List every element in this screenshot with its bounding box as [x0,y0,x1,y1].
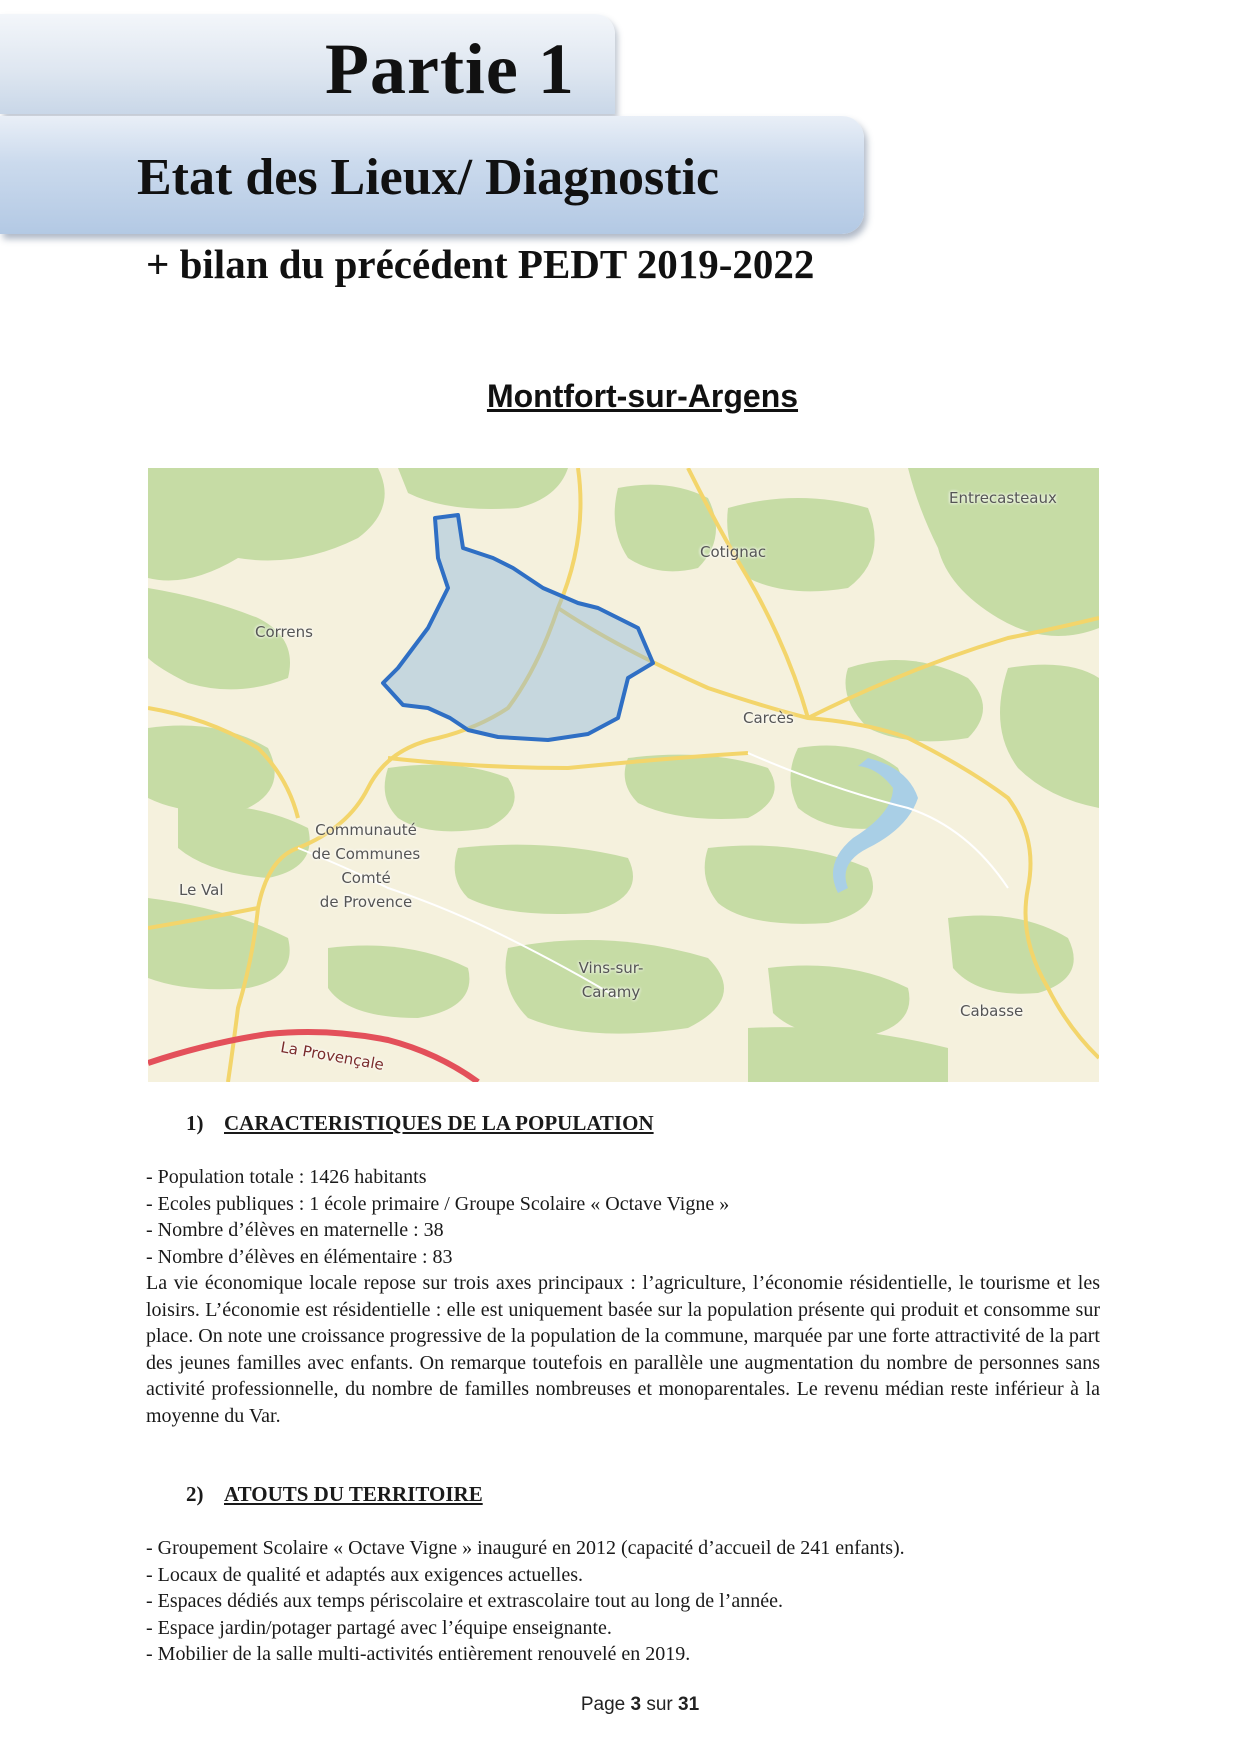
list-item: - Locaux de qualité et adaptés aux exigences actuelles. [146,1563,584,1586]
list-item: - Mobilier de la salle multi-activités entièrement renouvelé en 2019. [146,1643,691,1665]
commune-map [148,468,1099,1082]
list-item: - Espace jardin/potager partagé avec l’équipe enseignante. [146,1616,612,1639]
list-item: - Ecoles publiques : 1 école primaire / Groupe Scolaire « Octave Vigne » [146,1192,730,1215]
part-title: Partie 1 [325,29,575,109]
map-label-carces: Carcès [743,709,794,727]
map-label-cotignac: Cotignac [700,543,767,561]
footer-of-word: sur [646,1694,673,1715]
section1-heading [186,1111,654,1136]
map-label-highway: La Provençale [279,1038,386,1074]
list-item: - Nombre d’élèves en maternelle : 38 [146,1219,444,1241]
map-label-vins-sur-caramy: Vins-sur- Caramy [578,959,644,1001]
list-item: - Groupement Scolaire « Octave Vigne » inauguré en 2012 (capacité d’accueil de 241 enfants). [146,1537,905,1559]
section2-list [146,1535,905,1668]
section1-list [146,1164,729,1270]
town-title: Montfort-sur-Argens [486,378,799,414]
footer-page-word: Page [580,1694,626,1715]
section2-title: ATOUTS DU TERRITOIRE [224,1482,483,1506]
section1-number: 1) [186,1111,204,1135]
subtitle: + bilan du précédent PEDT 2019-2022 [146,241,815,287]
section2-heading [186,1482,483,1507]
map-label-cabasse: Cabasse [960,1002,1024,1020]
part-banner [0,14,615,114]
section-title: Etat des Lieux/ Diagnostic [137,149,720,206]
map-label-communaute: Communauté de Communes Comté de Provence [311,821,421,911]
map-label-entrecasteaux: Entrecasteaux [949,489,1057,507]
section2-number: 2) [186,1482,204,1506]
map-label-correns: Correns [255,623,313,641]
list-item: - Nombre d’élèves en élémentaire : 83 [146,1245,453,1268]
footer-total-pages: 31 [678,1694,700,1715]
list-item: - Espaces dédiés aux temps périscolaire et extrascolaire tout au long de l’année. [146,1590,783,1612]
page-footer [0,1694,1240,1716]
section-banner [0,116,864,234]
section1-paragraph: La vie économique locale repose sur trois axes principaux : l’agriculture, l’économie résidentielle, le tourisme et les loisirs. L’économie est résidentielle : elle est uniquement basée sur la population présente qui produit et consomme sur place. On note une croissance progressive de la population de la commune, marquée par une forte attractivité de la part des jeunes familles avec enfants. On remarque toutefois en parallèle une augmentation du nombre de personnes sans activité professionnelle, du nombre de familles nombreuses et monoparentales. Le revenu médian reste inférieur à la moyenne du Var. [146,1272,1100,1427]
section1-title: CARACTERISTIQUES DE LA POPULATION [224,1111,654,1135]
map-label-le-val: Le Val [179,881,224,899]
list-item: - Population totale : 1426 habitants [146,1166,427,1188]
footer-page-number: 3 [630,1694,642,1715]
